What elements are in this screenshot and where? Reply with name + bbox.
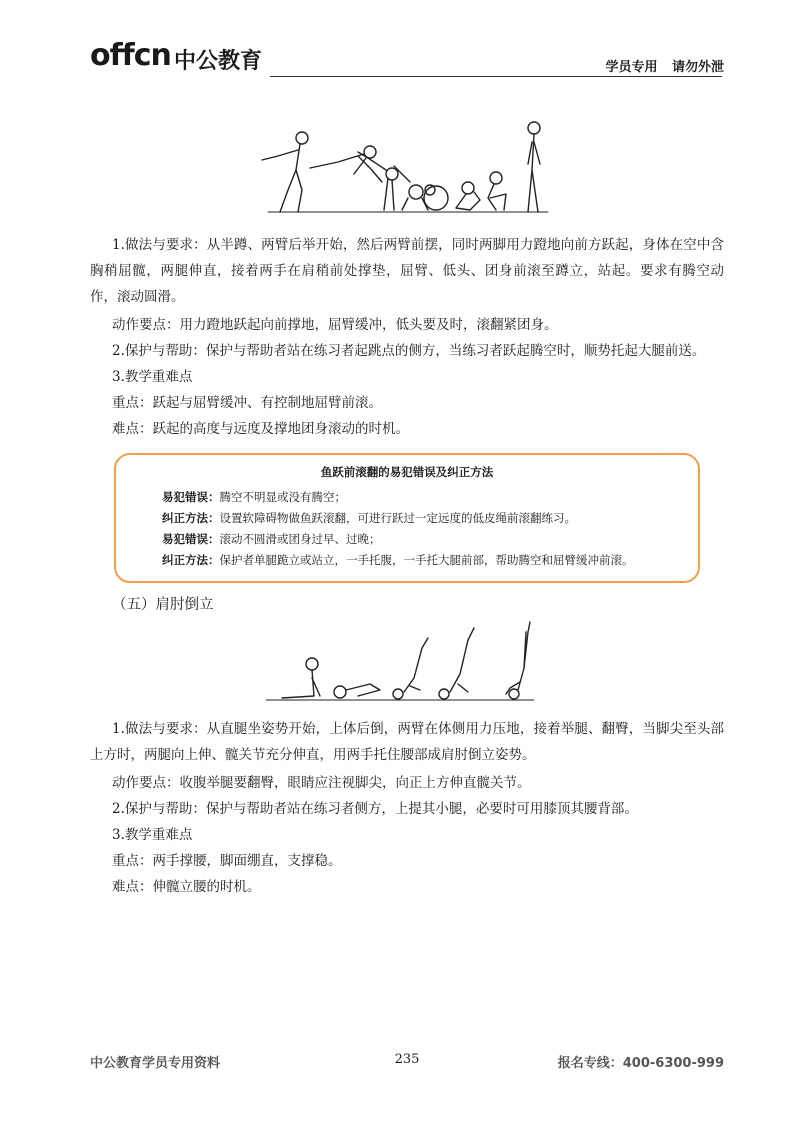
row-label: 易犯错误： [162, 490, 220, 504]
page-footer [90, 1052, 724, 1076]
page-number: 235 [394, 1052, 420, 1067]
row-text: 滚动不圆滑或团身过早、过晚； [219, 532, 381, 546]
row-label: 易犯错误： [162, 532, 220, 546]
header-rule [270, 76, 722, 77]
offcn-logo: offcn [90, 38, 171, 73]
row-label: 纠正方法： [162, 511, 220, 525]
box-row [162, 489, 346, 505]
paragraph: 动作要点：收腹举腿要翻臀，眼睛应注视脚尖，向正上方伸直髋关节。 [112, 775, 531, 791]
header-notice: 学员专用 请勿外泄 [605, 60, 724, 75]
footer-hotline: 报名专线：400-6300-999 [557, 1056, 724, 1071]
section-heading: （五）肩肘倒立 [112, 597, 214, 613]
row-label: 纠正方法： [162, 553, 220, 567]
shoulder-stand-illustration [262, 618, 538, 706]
footer-left-text: 中公教育学员专用资料 [90, 1056, 221, 1071]
paragraph: 2.保护与帮助：保护与帮助者站在练习者侧方，上提其小腿，必要时可用膝顶其腰背部。 [112, 801, 638, 817]
paragraph: 3.教学重难点 [112, 369, 193, 385]
row-text: 设置软障碍物做鱼跃滚翻，可进行跃过一定远度的低皮绳前滚翻练习。 [219, 511, 576, 525]
paragraph: 重点：两手撑腰，脚面绷直，支撑稳。 [112, 853, 342, 869]
paragraph: 1.做法与要求：从半蹲、两臂后举开始，然后两臂前摆，同时两脚用力蹬地向前方跃起，身体在空中含胸稍屈髋，两腿伸直，接着两手在肩稍前处撑垫，屈臂、低头、团身前滚至蹲立，站起。要求有腾空动作，滚动圆滑。 [90, 237, 724, 305]
box-title: 鱼跃前滚翻的易犯错误及纠正方法 [320, 465, 494, 479]
dive-roll-illustration [258, 112, 554, 220]
error-correction-box [114, 453, 700, 583]
box-row [162, 531, 381, 547]
page-header [90, 38, 724, 82]
row-text: 腾空不明显或没有腾空； [219, 490, 346, 504]
box-row [162, 510, 576, 526]
paragraph: 难点：伸髋立腰的时机。 [112, 879, 261, 895]
paragraph: 1.做法与要求：从直腿坐姿势开始，上体后倒，两臂在体侧用力压地，接着举腿、翻臀，当脚尖至头部上方时，两腿向上伸、髋关节充分伸直，用两手托住腰部成肩肘倒立姿势。 [90, 721, 724, 763]
box-row [162, 552, 634, 568]
paragraph: 重点：跃起与屈臂缓冲、有控制地屈臂前滚。 [112, 395, 382, 411]
offcn-logo-cn: 中公教育 [174, 49, 263, 74]
paragraph: 动作要点：用力蹬地跃起向前撑地，屈臂缓冲，低头要及时，滚翻紧团身。 [112, 317, 558, 333]
paragraph: 3.教学重难点 [112, 827, 193, 843]
paragraph: 2.保护与帮助：保护与帮助者站在练习者起跳点的侧方，当练习者跃起腾空时，顺势托起大腿前送。 [112, 343, 706, 359]
row-text: 保护者单腿跪立或站立，一手托腹，一手托大腿前部，帮助腾空和屈臂缓冲前滚。 [219, 553, 634, 567]
paragraph: 难点：跃起的高度与远度及撑地团身滚动的时机。 [112, 421, 409, 437]
